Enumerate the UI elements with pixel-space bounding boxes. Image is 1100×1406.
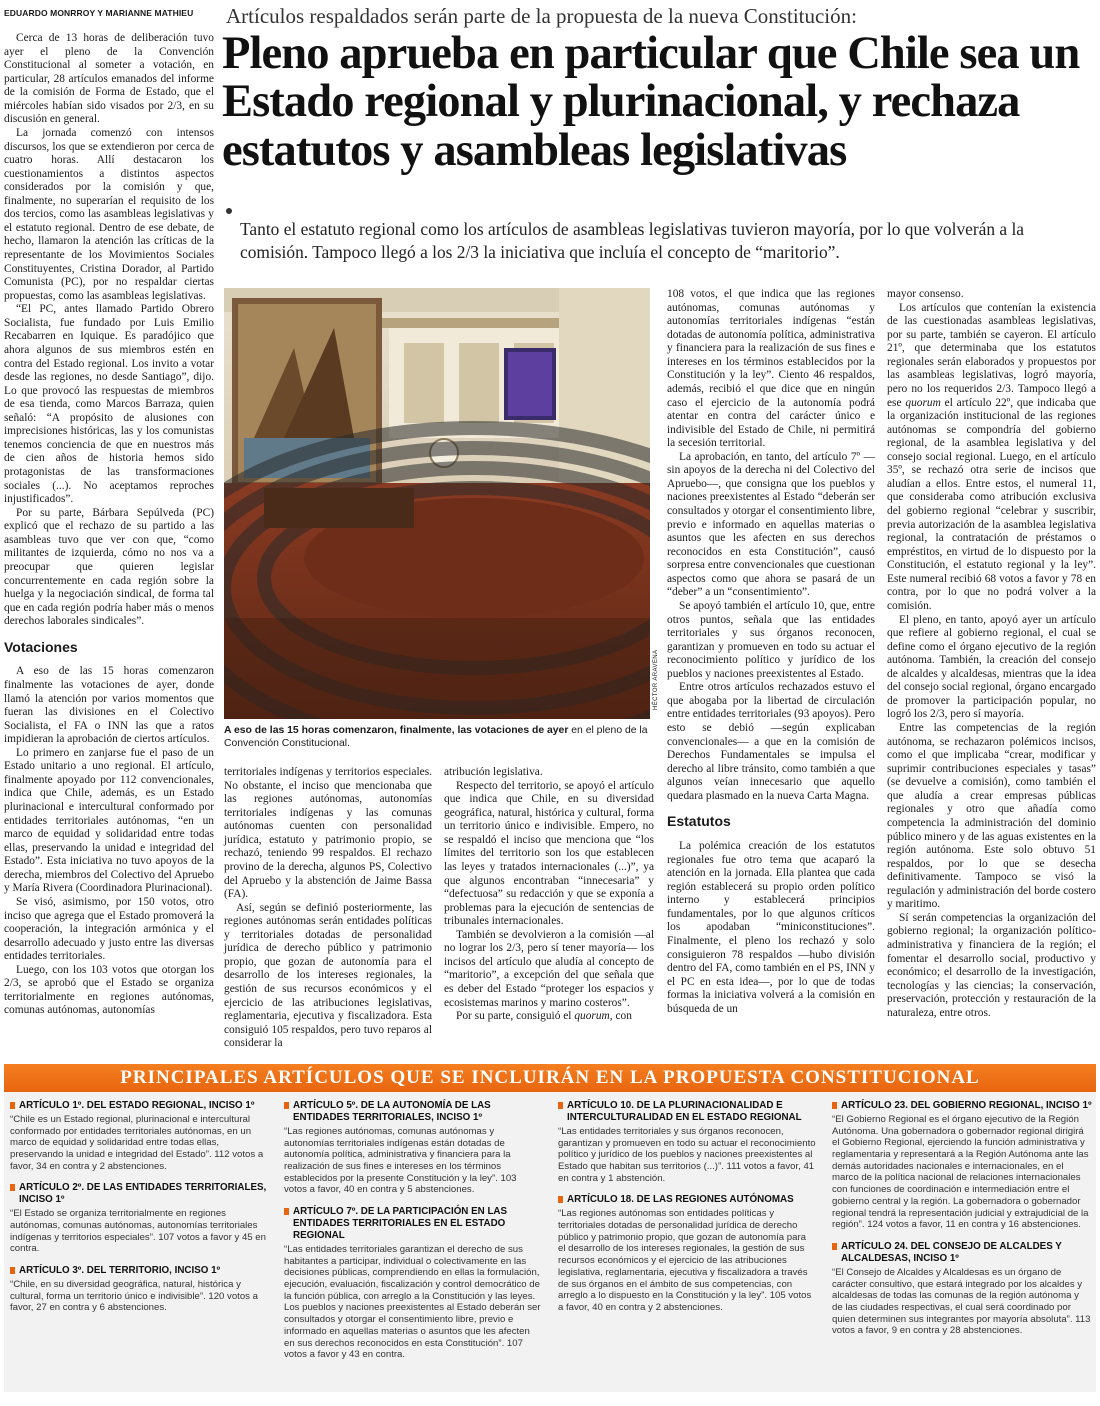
article-title: ARTÍCULO 18. DE LAS REGIONES AUTÓNOMAS: [558, 1194, 816, 1206]
subheading-votaciones: Votaciones: [4, 638, 78, 655]
article-column-2: [224, 766, 432, 1051]
paragraph: territoriales indígenas y territorios especiales. No obstante, el inciso que mencionaba que las regiones autónomas, autonomías territoriales indígenas y las comunas autónomas cuenten con personalidad jurídica, estatuto y patrimonio propio, se rechazó, teniendo 99 respaldos. El rechazo provino de la derecha, algunos PS, Colectivo del Apruebo y la abstención de Jaime Bassa (FA).: [224, 766, 432, 901]
headline: Pleno aprueba en particular que Chile sea un Estado regional y plurinacional, y rechaza estatutos y asambleas legislativas: [222, 28, 1080, 176]
box-column-3: [558, 1100, 816, 1324]
paragraph: La aprobación, en tanto, del artículo 7º —sin apoyos de la derecha ni del Colectivo del Apruebo—, que consigna que los pueblos y naciones preexistentes al Estado “deberán ser consultados y otorgar el consentimiento libre, previo e informado en aquellas materias o asuntos que les afecten en sus derechos reconocidos en esta Constitución”, causó sorpresa entre convencionales que cuestionan aspectos como que ahora se pasará de un “deber” a un “consentimiento”.: [667, 450, 875, 599]
paragraph: A eso de las 15 horas comenzaron finalmente las votaciones de ayer, donde llamó la atención por varios momentos que fueran las divisiones en el Colectivo Socialista, el FA o INN las que a ratos impidieran la aprobación de ciertos artículos.: [4, 665, 214, 746]
article-title: ARTÍCULO 3º. DEL TERRITORIO, INCISO 1º: [10, 1265, 268, 1277]
paragraph: Luego, con los 103 votos que otorgan los 2/3, se aprobó que el Estado se organiza territorialmente en regiones autónomas, comunas autónomas, autonomías: [4, 963, 214, 1017]
paragraph: El pleno, en tanto, apoyó ayer un artículo que refiere al gobierno regional, el cual se define como el órgano ejecutivo de la región autónoma. También, la creación del consejo de alcaldes y alcaldesas, mientras que la idea del consejo social regional, órgano encargado de promover la participación popular, no logró los 2/3, pero sí mayoría.: [887, 613, 1096, 721]
paragraph: Lo primero en zanjarse fue el paso de un Estado unitario a uno regional. El artículo, finalmente apoyado por 112 convencionales, indica que Chile, además, es un Estado plurinacional e intercultural conformado por entidades territoriales autónomas, “en un marco de equidad y solidaridad entre todas ellas, preservando la unidad e integridad del Estado”. Esta iniciativa no tuvo apoyos de la derecha, miembros del Colectivo del Apruebo y María Rivera (Coordinadora Plurinacional).: [4, 746, 214, 895]
article-title: ARTÍCULO 10. DE LA PLURINACIONALIDAD E INTERCULTURALIDAD EN EL ESTADO REGIONAL: [558, 1100, 816, 1124]
article-7: [284, 1206, 542, 1361]
article-title: ARTÍCULO 2º. DE LAS ENTIDADES TERRITORIALES, INCISO 1º: [10, 1182, 268, 1206]
article-text: “Las entidades territoriales garantizan el derecho de sus habitantes a participar, individual o colectivamente en las decisiones públicas, comprendiendo en ellas la formulación, ejecución, evaluación, fiscalización y control democrático de la función pública, con arreglo a la Constitución y las leyes. Los pueblos y naciones preexistentes al Estado deberán ser consultados y otorgar el consentimiento libre, previo e informado en aquellas materias o asuntos que les afecten en sus derechos reconocidos en esta Constitución”. 107 votos a favor y 43 en contra.: [284, 1243, 541, 1361]
paragraph: Cerca de 13 horas de deliberación tuvo ayer el pleno de la Convención Constitucional al someter a votación, en particular, 28 artículos emanados del informe de la comisión de Forma de Estado, que el miércoles habían sido visados por 2/3, en su discusión en general.: [4, 32, 214, 126]
article-column-3: [444, 766, 654, 1024]
article-18: [558, 1194, 816, 1313]
photo-illustration: [224, 288, 650, 719]
deck-bullet: [226, 208, 232, 214]
article-2: [10, 1182, 268, 1255]
box-column-4: [832, 1100, 1092, 1347]
plenary-hall-photo: [224, 288, 650, 719]
article-title: ARTÍCULO 24. DEL CONSEJO DE ALCALDES Y ALCALDESAS, INCISO 1º: [832, 1241, 1092, 1265]
article-23: [832, 1100, 1092, 1231]
subheading-estatutos: Estatutos: [667, 813, 731, 830]
paragraph: Los artículos que contenían la existencia de las cuestionadas asambleas legislativas, por su parte, también se cayeron. El artículo 21º, que determinaba que los estatutos regionales serán elaborados y propuestos por las asambleas legislativas, logró mayoría, pero no los requeridos 2/3. Tampoco llegó a ese quorum el artículo 22º, que indicaba que la organización institucional de las regiones autónomas se compondría del gobierno regional, de la asamblea legislativa y del consejo social regional. Luego, en el artículo 35º, se rechazó otra serie de incisos que aludían a ellos. Entre estos, el numeral 11, que consideraba como atribución exclusiva del gobierno regional “celebrar y suscribir, previa autorización de la asamblea legislativa regional, la contratación de préstamos o empréstitos, en virtud de lo dispuesto por la Constitución, el estatuto regional y la ley”. Este numeral recibió 68 votos a favor y 78 en contra, por lo que no podrá volver a la comisión.: [887, 301, 1096, 612]
paragraph: Entre otros artículos rechazados estuvo el que abogaba por la libertad de circulación entre entidades territoriales (93 apoyos). Pero esto se debió —según explicaban convencionales— a que en la comisión de Derechos Fundamentales se impulsa el derecho al libre tránsito, como también a que algunos veían innecesario que aquello quedara plasmado en la nueva Carta Magna.: [667, 681, 875, 802]
article-column-1: [4, 32, 214, 1018]
photo-caption: [224, 724, 656, 750]
paragraph: También se devolvieron a la comisión —al no lograr los 2/3, pero sí tener mayoría— los incisos del artículo que aludía al concepto de “maritorio”, a excepción del que señala que es deber del Estado “proteger los espacios y ecosistemas marinos y marino costeros”.: [444, 928, 654, 1009]
caption-lead: A eso de las 15 horas comenzaron, finalmente, las votaciones de ayer: [224, 725, 569, 736]
paragraph: Así, según se definió posteriormente, las regiones autónomas serán entidades políticas y territoriales dotadas de personalidad jurídica de derecho público y patrimonio propio, que gozan de autonomía para el desarrollo de los intereses regionales, la gestión de sus recursos económicos y el ejercicio de las atribuciones legislativas, reglamentaria, ejecutiva y fiscalizadora. Esta consiguió 105 respaldos, pero tuvo reparos al considerar la: [224, 901, 432, 1050]
deck: Tanto el estatuto regional como los artículos de asambleas legislativas tuvieron mayoría, por lo que volverán a la comisión. Tampoco llegó a los 2/3 la iniciativa que incluía el concepto de “maritorio”.: [240, 219, 1025, 262]
paragraph: Por su parte, Bárbara Sepúlveda (PC) explicó que el rechazo de su partido a las asambleas tuvo que ver con que, “como militantes de izquierda, cómo no nos va a preocupar que quieren legislar concurrentemente en cada región sobre la huelga y la negociación sindical, de forma tal que en cada región podría haber más o menos derechos laborales sindicales”.: [4, 506, 214, 628]
paragraph: Respecto del territorio, se apoyó el artículo que indica que Chile, en su diversidad geográfica, natural, histórica y cultural, forma un territorio único e indivisible. Empero, no se respaldó el inciso que menciona que “los límites del territorio son los que establecen las leyes y tratados internacionales (...)”, ya que algunos encontraban “innecesaria” y “defectuosa” su redacción y que se exponía a problemas para la ejecución de sentencias de tribunales internacionales.: [444, 779, 654, 928]
article-5: [284, 1100, 542, 1196]
article-text: “El Gobierno Regional es el órgano ejecutivo de la Región Autónoma. Una gobernadora o gobernador regional dirigirá el Gobierno Regional, ejerciendo la función administrativa y reglamentaria y representará a la Región Autónoma ante las demás autoridades nacionales e internacionales, en el marco de la política nacional de relaciones internacionales con funciones de coordinación e intermediación entre el gobierno central y la región. La gobernadora o gobernador regional tendrá la representación judicial y extrajudicial de la región”. 124 votos a favor, 11 en contra y 16 abstenciones.: [832, 1113, 1089, 1231]
paragraph: La polémica creación de los estatutos regionales fue otro tema que acaparó la atención en la jornada. Ella plantea que cada región establecerá su propio orden político interno y establecerá principios fundamentales, por lo que algunos críticos los apodaban “miniconstituciones”. Finalmente, el pleno los rechazó y solo consiguieron 78 respaldos —hubo división dentro del FA, como también en el PS, INN y el PC en esta idea—, por lo que de todas formas la iniciativa volverá a la comisión en búsqueda de un: [667, 840, 875, 1015]
kicker: Artículos respaldados serán parte de la propuesta de la nueva Constitución:: [226, 4, 857, 28]
paragraph: 108 votos, el que indica que las regiones autónomas, comunas autónomas y autonomías territoriales indígenas “están dotadas de autonomía política, administrativa y financiera para la realización de sus fines e intereses en los términos establecidos por la Constitución y la ley”. Ciento 46 respaldos, además, recibió el que dice que en ningún caso el ejercicio de la autonomía podrá atentar en contra del carácter único e indivisible del Estado de Chile, ni permitirá la secesión territorial.: [667, 288, 875, 450]
article-column-4: [667, 288, 875, 1016]
box-column-1: [10, 1100, 268, 1324]
paragraph: mayor consenso.: [887, 288, 964, 300]
article-24: [832, 1241, 1092, 1337]
article-3: [10, 1265, 268, 1314]
articles-box-title: PRINCIPALES ARTÍCULOS QUE SE INCLUIRÁN EN LA PROPUESTA CONSTITUCIONAL: [4, 1064, 1096, 1092]
article-text: “El Consejo de Alcaldes y Alcaldesas es un órgano de carácter consultivo, que estará integrado por los alcaldes y alcaldesas de todas las comunas de la región autónoma y de las ciudades respectivas, el cual será coordinado por quien determinen sus integrantes por mayoría absoluta”. 113 votos a favor, 9 en contra y 28 abstenciones.: [832, 1266, 1091, 1337]
paragraph: atribución legislativa.: [444, 766, 543, 778]
article-1: [10, 1100, 268, 1172]
article-title: ARTÍCULO 23. DEL GOBIERNO REGIONAL, INCISO 1º: [832, 1100, 1092, 1112]
paragraph: Por su parte, consiguió el quorum, con: [456, 1010, 632, 1023]
article-text: “Chile es un Estado regional, plurinacional e intercultural conformado por entidades territoriales autónomas, en un marco de equidad y solidaridad entre todas ellas, preservando la unidad e integridad del Estado”. 112 votos a favor, 34 en contra y 2 abstenciones.: [10, 1113, 264, 1172]
article-text: “Chile, en su diversidad geográfica, natural, histórica y cultural, forma un territorio único e indivisible”. 120 votos a favor, 27 en contra y 6 abstenciones.: [10, 1279, 258, 1314]
article-text: “Las regiones autónomas, comunas autónomas y autonomías territoriales indígenas están dotadas de autonomía política, administrativa y financiera para la realización de sus fines e intereses en los términos establecidos por la presente Constitución y la ley”. 103 votos a favor, 40 en contra y 5 abstenciones.: [284, 1125, 517, 1196]
paragraph: Se apoyó también el artículo 10, que, entre otros puntos, señala que las entidades territoriales y sus órganos reconocen, garantizan y promueven en todo su actuar el reconocimiento político y jurídico de los pueblos y naciones preexistentes al Estado.: [667, 599, 875, 680]
byline: EDUARDO MONRROY Y MARIANNE MATHIEU: [4, 8, 194, 18]
paragraph: Sí serán competencias la organización del gobierno regional; la organización político-administrativa y financiera de la región; el fomentar el desarrollo social, productivo y económico; el desarrollo de la investigación, tecnologías y las ciencias; la conservación, preservación, protección y restauración de la naturaleza, entre otros.: [887, 911, 1096, 1019]
article-text: “Las regiones autónomas son entidades políticas y territoriales dotadas de personalidad jurídica de derecho público y patrimonio propio, que gozan de autonomía para el desarrollo de los intereses regionales, la gestión de sus recursos económicos y el ejercicio de las atribuciones legislativa, reglamentaria, ejecutiva y fiscalizadora a través de sus órganos en el ámbito de sus competencias, con arreglo a lo dispuesto en la Constitución y la ley”. 105 votos a favor, 40 en contra y 2 abstenciones.: [558, 1208, 812, 1313]
article-10: [558, 1100, 816, 1184]
article-text: “El Estado se organiza territorialmente en regiones autónomas, comunas autónomas, autonomías territoriales indígenas y territorios especiales”. 107 votos a favor y 45 en contra.: [10, 1208, 266, 1255]
paragraph: Se visó, asimismo, por 150 votos, otro inciso que agrega que el Estado promoverá la cooperación, la integración armónica y el desarrollo adecuado y justo entre las diversas entidades territoriales.: [4, 895, 214, 963]
article-text: “Las entidades territoriales y sus órganos reconocen, garantizan y promueven en todo su actuar el reconocimiento político y jurídico de los pueblos y naciones preexistentes al Estado que habitan sus territorios (...)”. 111 votos a favor, 41 en contra y 1 abstención.: [558, 1125, 816, 1184]
article-title: ARTÍCULO 7º. DE LA PARTICIPACIÓN EN LAS ENTIDADES TERRITORIALES EN EL ESTADO REGIONAL: [284, 1206, 542, 1242]
paragraph: Entre las competencias de la región autónoma, se rechazaron polémicos incisos, como el que implicaba “crear, modificar y suprimir contribuciones especiales y tasas” (se devuelve a comisión), como también el que aludía a crear empresas públicas regionales y otro que añadía como competencia la administración del dominio público minero y de las aguas existentes en la región autónoma. Este solo obtuvo 51 respaldos, por lo que se desecha definitivamente. Tampoco se visó la regulación y administración del borde costero y maritimo.: [887, 722, 1096, 911]
article-title: ARTÍCULO 5º. DE LA AUTONOMÍA DE LAS ENTIDADES TERRITORIALES, INCISO 1º: [284, 1100, 542, 1124]
paragraph: “El PC, antes llamado Partido Obrero Socialista, fue fundado por Luis Emilio Recabarren en Iquique. Es paradójico que ahora algunos de sus miembros estén en contra del Estado regional. Los invito a votar desde las regiones, no desde Santiago”, dijo. Lo que provocó las respuestas de miembros de esa tienda, como Marcos Barraza, quien señaló: “A propósito de alusiones con imprecisiones históricas, las y los comunistas tenemos conciencia de que en nuestros más de cien años de historia hemos sido protagonistas de las transformaciones sociales (...). No aceptamos reproches injustificados”.: [4, 303, 214, 506]
photo-credit: HÉCTOR ARAVENA: [653, 649, 659, 710]
paragraph: La jornada comenzó con intensos discursos, los que se extendieron por cerca de cuatro horas. Allí destacaron los cuestionamientos a distintos aspectos considerados por la comisión y que, finalmente, no superarían el requisito de los dos tercios, como las asambleas legislativas y el estatuto regional. Dentro de ese debate, de hecho, llamaron la atención las críticas de la representante de los Movimientos Sociales Constituyentes, Cristina Dorador, al Partido Comunista (PC), por no respaldar ciertas propuestas, como las asambleas legislativas.: [4, 126, 214, 302]
article-column-5: [887, 288, 1096, 1020]
article-title: ARTÍCULO 1º. DEL ESTADO REGIONAL, INCISO 1º: [10, 1100, 268, 1112]
caption-rest: en el pleno de la Convención Constitucional.: [224, 725, 648, 749]
box-column-2: [284, 1100, 542, 1371]
